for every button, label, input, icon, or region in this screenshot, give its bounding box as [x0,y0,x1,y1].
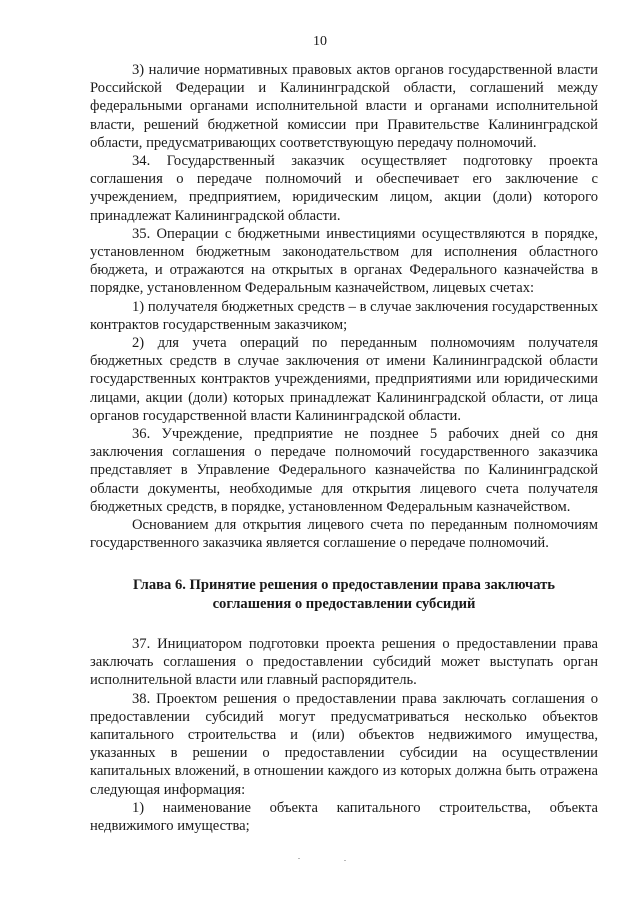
paragraph-38-item-1: 1) наименование объекта капитального строительства, объекта недвижимого имущества; [90,799,598,834]
paragraph-35: 35. Операции с бюджетными инвестициями осуществляются в порядке, установленном бюджетным законодательством для исполнения областного бюджета, и отражаются на открытых в органах Федерального казначейства в порядке, установленном Федеральным казначейством, лицевых счетах: [90,225,598,297]
paragraph-36-basis: Основанием для открытия лицевого счета по переданным полномочиям государственного заказчика является соглашение о передаче полномочий. [90,517,598,552]
chapter-heading-line-1: Глава 6. Принятие решения о предоставлении права заключать [133,577,555,594]
paragraph-34: 34. Государственный заказчик осуществляет подготовку проекта соглашения о передаче полномочий и обеспечивает его заключение с учреждением, предприятием, юридическим лицом, акции (доли) которого принадлежат Калининградской области. [90,153,598,224]
paragraph-item-3: 3) наличие нормативных правовых актов органов государственной власти Российской Федерации и Калининградской области, соглашений между федеральными органами исполнительной власти и органами исполнительной власти, решений бюджетной комиссии при Правительстве Калининградской области, предусматривающих соответствующую передачу полномочий. [90,62,598,151]
chapter-heading [90,576,598,612]
paragraph-35-item-1: 1) получателя бюджетных средств – в случае заключения государственных контрактов государственным заказчиком; [90,298,598,333]
document-body [90,61,598,835]
scan-artifact-dot [344,860,346,861]
page-number: 10 [313,34,327,49]
chapter-heading-line-2: соглашения о предоставлении субсидий [212,595,476,612]
paragraph-36: 36. Учреждение, предприятие не позднее 5 рабочих дней со дня заключения соглашения о передаче полномочий государственного заказчика представляет в Управление Федерального казначейства по Калининградской области документы, необходимые для открытия лицевого счета получателя бюджетных средств, в порядке, установленном Федеральным казначейством. [90,426,598,515]
paragraph-37: 37. Инициатором подготовки проекта решения о предоставлении права заключать соглашения о предоставлении субсидий может выступать орган исполнительной власти или главный распорядитель. [90,635,598,689]
paragraph-35-item-2: 2) для учета операций по переданным полномочиям получателя бюджетных средств в случае заключения от имени Калининградской области государственных контрактов учреждениями, предприятиями или юридическими лицами, акции (доли) которых принадлежат Калининградской области, от лица органов государственной власти Калининградской области. [90,335,598,424]
scan-artifact-dot [298,858,300,859]
paragraph-38: 38. Проектом решения о предоставлении права заключать соглашения о предоставлении субсидий могут предусматриваться несколько объектов капитального строительства и (или) объектов недвижимого имущества, указанных в решении о предоставлении субсидии на осуществлении капитальных вложений, в отношении каждого из которых должна быть отражена следующая информация: [90,690,598,798]
